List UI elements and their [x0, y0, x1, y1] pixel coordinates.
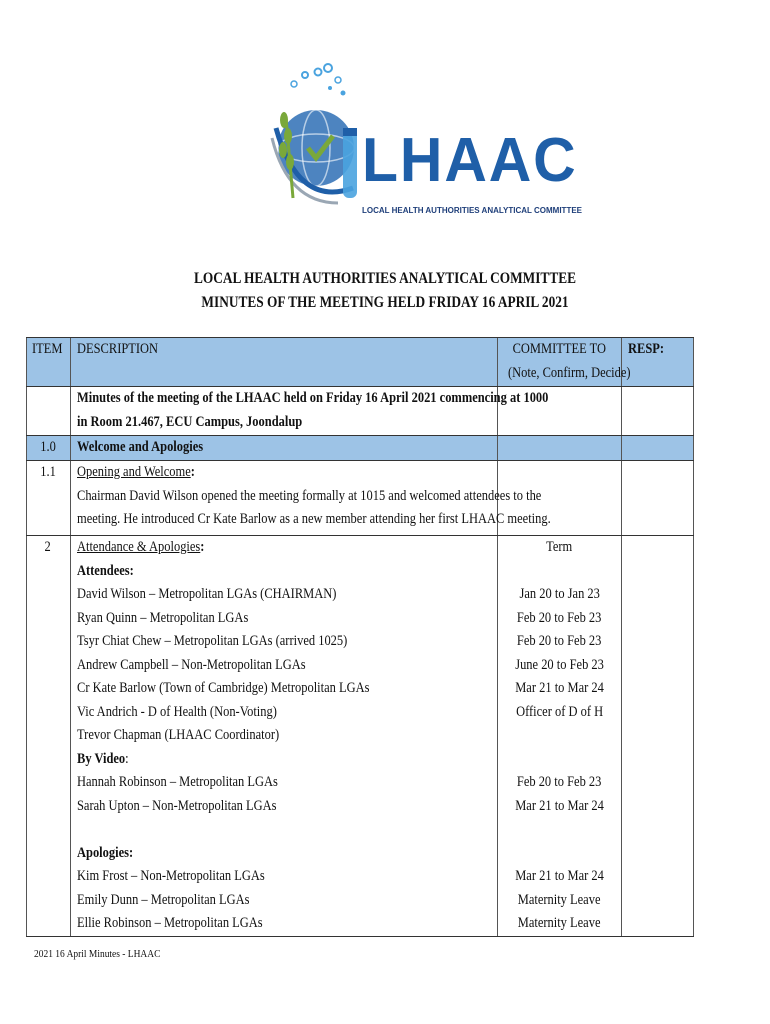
table-header-row [26, 337, 694, 387]
item-description: Opening and Welcome: Chairman David Wilson opened the meeting formally at 1015 and welcomed attendees to the meeting. He introduced Cr Kate Barlow as a new member attending her first LHAAC meeting. [77, 464, 551, 527]
attendee-name: Cr Kate Barlow (Town of Cambridge) Metropolitan LGAs [77, 680, 370, 696]
attendee-name: Kim Frost – Non-Metropolitan LGAs [77, 868, 265, 884]
attendee-name: Ryan Quinn – Metropolitan LGAs [77, 609, 249, 626]
section-title: Welcome and Apologies [77, 439, 204, 455]
minutes-table [26, 337, 694, 937]
attendee-name: Sarah Upton – Non-Metropolitan LGAs [77, 797, 277, 814]
attendee-term: Mar 21 to Mar 24 [515, 797, 604, 814]
attendance-terms: Term Jan 20 to Jan 23 Feb 20 to Feb 23 Feb 20 to Feb 23 June 20 to Feb 23 Mar 21 to Mar 24 Officer of D of H Feb 20 to Feb 23 Mar 21 to Mar 24 Mar 21 to Mar 24 Maternity Leave Maternity Leave [498, 536, 621, 936]
attendee-term: June 20 to Feb 23 [515, 656, 604, 673]
header-resp: RESP: [628, 341, 665, 357]
document-subtitle: MINUTES OF THE MEETING HELD FRIDAY 16 APRIL 2021 [201, 294, 569, 311]
section-row-welcome [26, 436, 694, 461]
item-number: 2 [44, 539, 52, 555]
attendee-name: Andrew Campbell – Non-Metropolitan LGAs [77, 656, 306, 673]
attendee-term: Feb 20 to Feb 23 [517, 609, 602, 626]
logo-wordmark: LHAAC [362, 126, 578, 195]
attendee-term [498, 724, 621, 748]
attendee-term: Feb 20 to Feb 23 [517, 774, 602, 790]
attendee-term: Officer of D of H [515, 703, 604, 720]
lhaac-logo [258, 58, 582, 223]
attendee-name: David Wilson – Metropolitan LGAs (CHAIRMAN) [77, 586, 337, 602]
logo-emblem-icon [258, 58, 368, 218]
attendee-name: Hannah Robinson – Metropolitan LGAs [77, 774, 278, 790]
logo-tagline: LOCAL HEALTH AUTHORITIES ANALYTICAL COMMITTEE [362, 206, 582, 215]
attendee-term: Mar 21 to Mar 24 [515, 868, 604, 884]
attendee-name: Emily Dunn – Metropolitan LGAs [77, 891, 250, 908]
attendee-name: Ellie Robinson – Metropolitan LGAs [77, 915, 263, 931]
section-number: 1.0 [40, 439, 56, 455]
attendee-term: Jan 20 to Jan 23 [519, 586, 600, 602]
attendee-name: Vic Andrich - D of Health (Non-Voting) [77, 703, 277, 720]
document-title: LOCAL HEALTH AUTHORITIES ANALYTICAL COMMITTEE [193, 270, 576, 287]
table-row-intro [26, 387, 694, 436]
attendee-term: Maternity Leave [518, 915, 601, 931]
header-committee: COMMITTEE TO (Note, Confirm, Decide) [507, 341, 631, 381]
attendee-term: Maternity Leave [518, 891, 601, 908]
header-description: DESCRIPTION [77, 341, 159, 357]
attendance-description: Attendance & Apologies: Attendees: David Wilson – Metropolitan LGAs (CHAIRMAN) Ryan Quinn – Metropolitan LGAs Tsyr Chiat Chew – Metropolitan LGAs (arrived 1025) Andrew Campbell – Non-Metropolitan LGAs Cr Kate Barlow (Town of Cambridge) Metropolitan LGAs Vic Andrich - D of Health (Non-Voting) Trevor Chapman (LHAAC Coordinator) By Video: Hannah Robinson – Metropolitan LGAs Sarah Upton – Non-Metropolitan LGAs Apologies: Kim Frost – Non-Metropolitan LGAs Emily Dunn – Metropolitan LGAs Ellie Robinson – Metropolitan LGAs [71, 536, 503, 936]
attendee-term: Mar 21 to Mar 24 [515, 680, 604, 696]
attendee-name: Trevor Chapman (LHAAC Coordinator) [77, 727, 280, 743]
attendee-name: Tsyr Chiat Chew – Metropolitan LGAs (arrived 1025) [77, 633, 348, 649]
attendee-term: Feb 20 to Feb 23 [517, 633, 602, 649]
item-number: 1.1 [40, 464, 56, 480]
table-row-1-1 [26, 461, 694, 536]
intro-text: Minutes of the meeting of the LHAAC held on Friday 16 April 2021 commencing at 1000 in Room 21.467, ECU Campus, Joondalup [77, 390, 549, 430]
header-item: ITEM [32, 341, 63, 357]
table-row-2 [26, 536, 694, 937]
page-footer: 2021 16 April Minutes - LHAAC [34, 948, 161, 960]
